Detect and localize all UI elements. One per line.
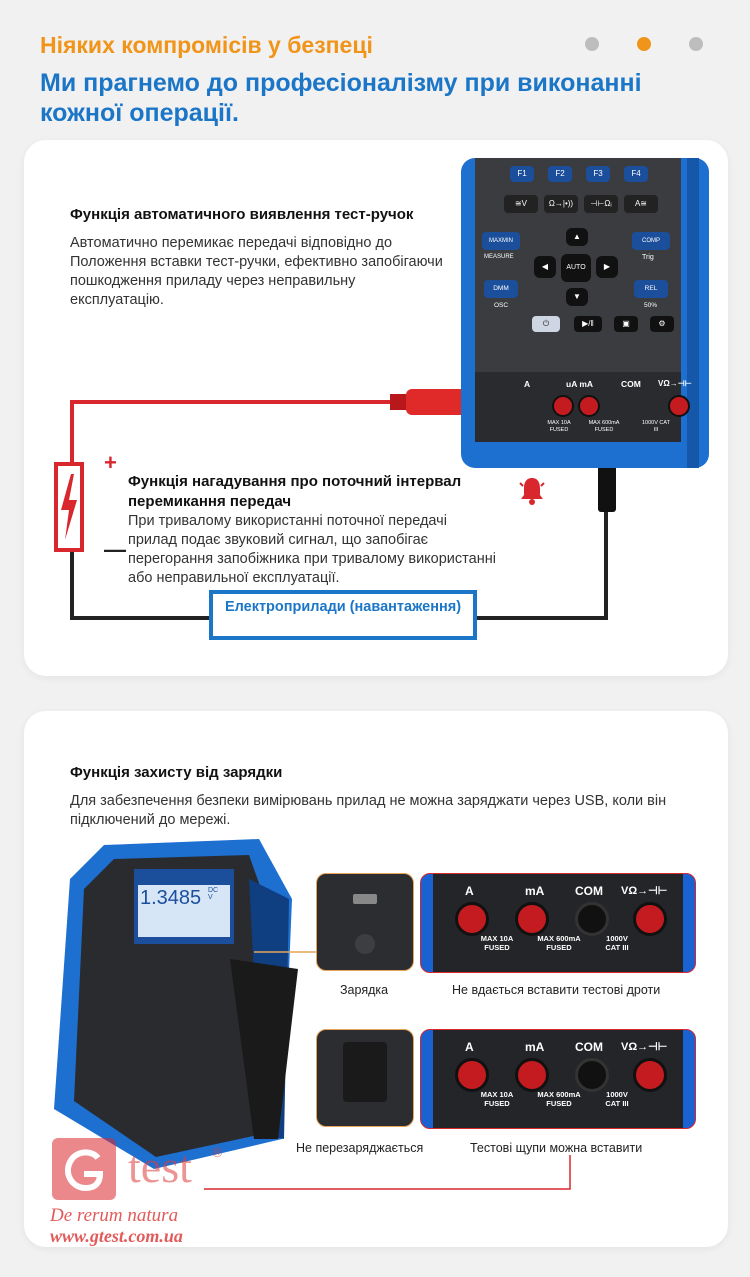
maxmin-key[interactable]: MAXMIN [482, 232, 520, 250]
port-ma-jack[interactable] [578, 395, 600, 417]
feature1-desc: Автоматично перемикає передачі відповідно до Положення вставки тест-ручки, ефективно запобігаючи пошкодження приладу через неправильну експлуатацію. [70, 235, 443, 308]
display-unit: DC V [208, 887, 219, 901]
measure-label: MEASURE [484, 254, 514, 260]
watermark-motto: De rerum natura [50, 1205, 179, 1226]
port-ua-ma-label: uA mA [566, 379, 594, 389]
f2-key[interactable]: F2 [548, 166, 572, 182]
lightning-icon [58, 466, 80, 548]
f3-key[interactable]: F3 [586, 166, 610, 182]
panel-cat-label: 1000V CAT III [605, 934, 629, 952]
ohm-key[interactable]: Ω→|•)) [544, 195, 578, 213]
left-arrow-icon[interactable]: ◀ [534, 256, 556, 278]
carousel-dot-1[interactable] [585, 37, 599, 51]
panel2-a-jack [455, 1058, 489, 1092]
panel2-a-label: A [465, 1040, 474, 1054]
right-arrow-icon[interactable]: ▶ [596, 256, 618, 278]
vac-key[interactable]: ≅V [504, 195, 538, 213]
meter-keypad [474, 158, 692, 438]
load-box: Електроприлади (навантаження) [209, 590, 477, 640]
panel-com-jack [575, 902, 609, 936]
display-reading: 1.3485 [140, 887, 202, 909]
feature1-title: Функція автоматичного виявлення тест-ручок [70, 206, 414, 223]
port-v-jack[interactable] [668, 395, 690, 417]
panel-a-jack [455, 902, 489, 936]
cat-label: 1000V CAT III [641, 420, 671, 433]
panel-com-label: COM [575, 884, 603, 898]
usb-port-thumb [316, 873, 414, 971]
carousel-dot-2[interactable] [637, 37, 651, 51]
panel2-v-label: VΩ→⊣⊢ [621, 1041, 668, 1053]
cap-key[interactable]: ⊣⊢Ωᵢ [584, 195, 618, 213]
watermark-logo-icon [52, 1138, 116, 1200]
panel-max10-label: MAX 10A FUSED [480, 934, 514, 952]
panel2-max600-label: MAX 600mA FUSED [537, 1090, 581, 1108]
power-icon[interactable]: ⏻ [532, 316, 560, 332]
panel2-ma-label: mA [525, 1040, 545, 1054]
settings-icon[interactable]: ⚙ [650, 316, 674, 332]
page-subtitle: Ми прагнемо до професіоналізму при виконанні кожної операції. [40, 69, 642, 127]
panel-ma-label: mA [525, 884, 545, 898]
max-600ma-label: MAX 600mA FUSED [588, 420, 620, 433]
caption-cannot-insert: Не вдається вставити тестові дроти [452, 983, 661, 997]
page-title: Ніяких компромісів у безпеці [40, 32, 373, 58]
watermark-url[interactable]: www.gtest.com.ua [50, 1226, 183, 1246]
panel2-com-jack [575, 1058, 609, 1092]
g-logo-icon [52, 1138, 116, 1200]
down-arrow-icon[interactable]: ▼ [566, 288, 588, 306]
port-com-label: COM [621, 379, 641, 389]
panel-v-jack [633, 902, 667, 936]
caption-can-insert: Тестові щупи можна вставити [470, 1141, 643, 1155]
charge-protection-desc: Для забезпечення безпеки вимірювань прилад не можна заряджати через USB, коли він підключений до мережі. [70, 793, 667, 828]
charge-protection-title: Функція захисту від зарядки [70, 764, 283, 781]
panel2-v-jack [633, 1058, 667, 1092]
comp-key[interactable]: COMP [632, 232, 670, 250]
ports-panel-blocked [420, 873, 696, 973]
dmm-key[interactable]: DMM [484, 280, 518, 298]
trig-label: Trig [642, 254, 654, 261]
ports-panel-open [420, 1029, 696, 1129]
battery-plus: + [104, 450, 117, 475]
port-a-label: A [524, 379, 531, 389]
port-a-jack[interactable] [552, 395, 574, 417]
carousel-dots [585, 37, 703, 51]
battery-icon [54, 462, 84, 552]
usb-cover-thumb [316, 1029, 414, 1127]
watermark-reg: ® [212, 1144, 223, 1160]
port-v-label: VΩ→⊣⊢ [658, 379, 692, 388]
panel2-ma-jack [515, 1058, 549, 1092]
f4-key[interactable]: F4 [624, 166, 648, 182]
run-stop-icon[interactable]: ▶/‖ [574, 316, 602, 332]
red-wire [72, 402, 404, 462]
caption-charging: Зарядка [340, 983, 389, 997]
save-icon[interactable]: ▣ [614, 316, 638, 332]
f1-key[interactable]: F1 [510, 166, 534, 182]
panel2-cat-label: 1000V CAT III [605, 1090, 629, 1108]
carousel-dot-3[interactable] [689, 37, 703, 51]
osc-label: OSC [494, 302, 509, 309]
panel-v-label: VΩ→⊣⊢ [621, 885, 668, 897]
watermark-brand: test [128, 1141, 192, 1192]
up-arrow-icon[interactable]: ▲ [566, 228, 588, 246]
bell-icon [518, 475, 546, 505]
test-lead-detection-card [24, 140, 728, 676]
panel-max600-label: MAX 600mA FUSED [537, 934, 581, 952]
panel-ma-jack [515, 902, 549, 936]
panel2-com-label: COM [575, 1040, 603, 1054]
max-10a-label: MAX 10A FUSED [547, 420, 571, 433]
rel-key[interactable]: REL [634, 280, 668, 298]
battery-minus: — [104, 537, 126, 562]
amp-key[interactable]: A≅ [624, 195, 658, 213]
percent-label: 50% [644, 302, 658, 309]
auto-key[interactable]: AUTO [561, 254, 591, 282]
feature2-desc: При тривалому використанні поточної передачі прилад подає звуковий сигнал, що запобігає перегорання запобіжника при тривалому використанні або неправильної експлуатації. [128, 513, 496, 586]
panel-a-label: A [465, 884, 474, 898]
panel2-max10-label: MAX 10A FUSED [480, 1090, 514, 1108]
caption-not-charging: Не перезаряджається [296, 1141, 424, 1155]
feature2-title: Функція нагадування про поточний інтервал перемикання передач [128, 473, 462, 510]
